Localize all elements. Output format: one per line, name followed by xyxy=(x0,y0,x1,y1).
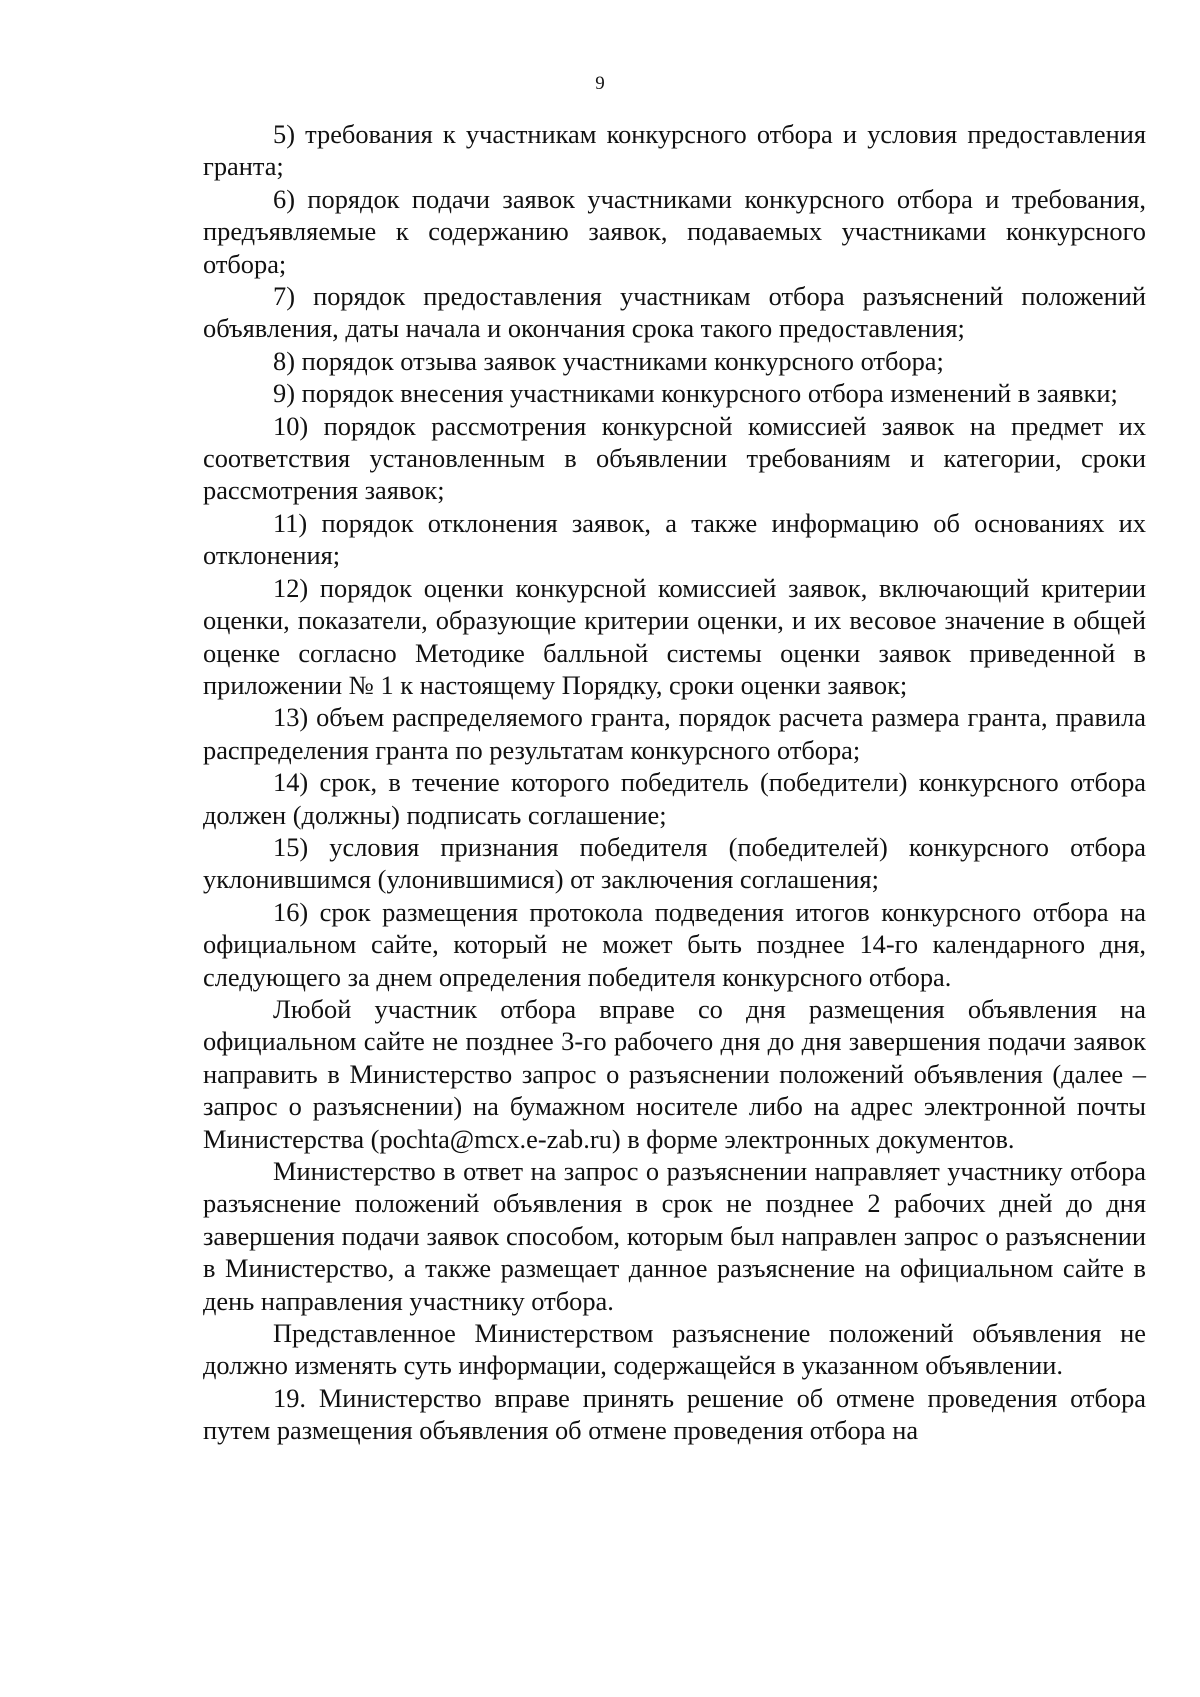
paragraph: Любой участник отбора вправе со дня размещения объявления на официальном сайте не позднее 3-го рабочего дня до дня завершения подачи заявок направить в Министерство запрос о разъяснении положений объявления (далее – запрос о разъяснении) на бумажном носителе либо на адрес электронной почты Министерства (pochta@mcx.e-zab.ru) в форме электронных документов. xyxy=(203,993,1146,1154)
paragraph: 6) порядок подачи заявок участниками конкурсного отбора и требования, предъявляемые к содержанию заявок, подаваемых участниками конкурсного отбора; xyxy=(203,183,1146,279)
paragraph: 7) порядок предоставления участникам отбора разъяснений положений объявления, даты начала и окончания срока такого предоставления; xyxy=(203,281,1146,344)
paragraph: 14) срок, в течение которого победитель (победители) конкурсного отбора должен (должны) подписать соглашение; xyxy=(203,767,1146,830)
paragraph: 16) срок размещения протокола подведения итогов конкурсного отбора на официальном сайте, который не может быть позднее 14-го календарного дня, следующего за днем определения победителя конкурсного отбора. xyxy=(203,896,1146,992)
paragraph: 8) порядок отзыва заявок участниками конкурсного отбора; xyxy=(273,345,944,376)
paragraph: 11) порядок отклонения заявок, а также информацию об основаниях их отклонения; xyxy=(203,507,1146,571)
paragraph: 19. Министерство вправе принять решение об отмене проведения отбора путем размещения объявления об отмене проведения отбора на xyxy=(203,1382,1146,1446)
paragraph: Министерство в ответ на запрос о разъяснении направляет участнику отбора разъяснение положений объявления в срок не позднее 2 рабочих дней до дня завершения подачи заявок способом, которым был направлен запрос о разъяснении в Министерство, а также размещает данное разъяснение на официальном сайте в день направления участнику отбора. xyxy=(203,1156,1146,1316)
page-number: 9 xyxy=(595,73,605,94)
paragraph: 10) порядок рассмотрения конкурсной комиссией заявок на предмет их соответствия установленным в объявлении требованиям и категории, сроки рассмотрения заявок; xyxy=(203,410,1146,506)
paragraph: 12) порядок оценки конкурсной комиссией заявок, включающий критерии оценки, показатели, образующие критерии оценки, и их весовое значение в общей оценке согласно Методике балльной системы оценки заявок приведенной в приложении № 1 к настоящему Порядку, сроки оценки заявок; xyxy=(203,572,1146,700)
paragraph: Представленное Министерством разъяснение положений объявления не должно изменять суть информации, содержащейся в указанном объявлении. xyxy=(203,1318,1146,1381)
document-body xyxy=(203,118,1146,1447)
paragraph: 5) требования к участникам конкурсного отбора и условия предоставления гранта; xyxy=(203,119,1146,182)
paragraph: 13) объем распределяемого гранта, порядок расчета размера гранта, правила распределения гранта по результатам конкурсного отбора; xyxy=(203,702,1146,765)
paragraph: 9) порядок внесения участниками конкурсного отбора изменений в заявки; xyxy=(273,378,1118,409)
paragraph: 15) условия признания победителя (победителей) конкурсного отбора уклонившимся (улонившимися) от заключения соглашения; xyxy=(203,831,1146,895)
